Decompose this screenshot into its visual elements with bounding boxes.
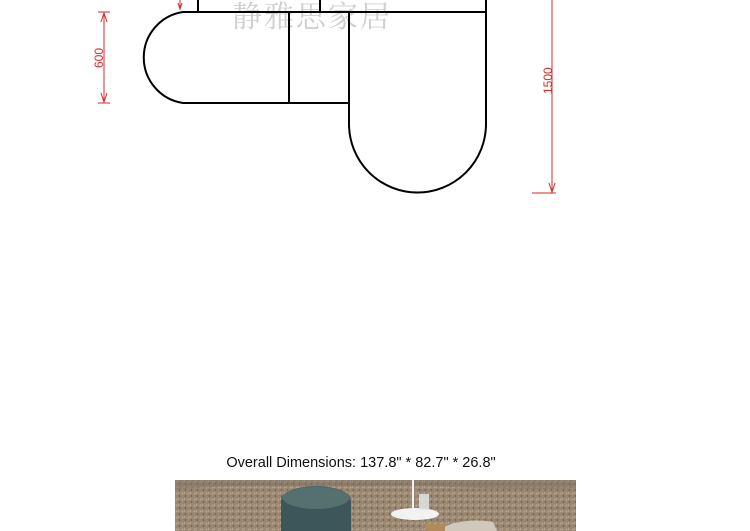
dimension-top-tick	[178, 0, 182, 10]
overall-dimensions-caption: Overall Dimensions: 137.8" * 82.7" * 26.8"	[226, 455, 496, 471]
product-photo	[175, 480, 576, 531]
dimension-right-label: 1500	[541, 67, 555, 94]
dimension-right	[532, 0, 556, 193]
dimension-left-label: 600	[92, 47, 106, 68]
watermark-text: 静雅思家居	[232, 0, 392, 35]
right-chaise-seat	[349, 12, 486, 192]
ottoman	[281, 486, 351, 531]
